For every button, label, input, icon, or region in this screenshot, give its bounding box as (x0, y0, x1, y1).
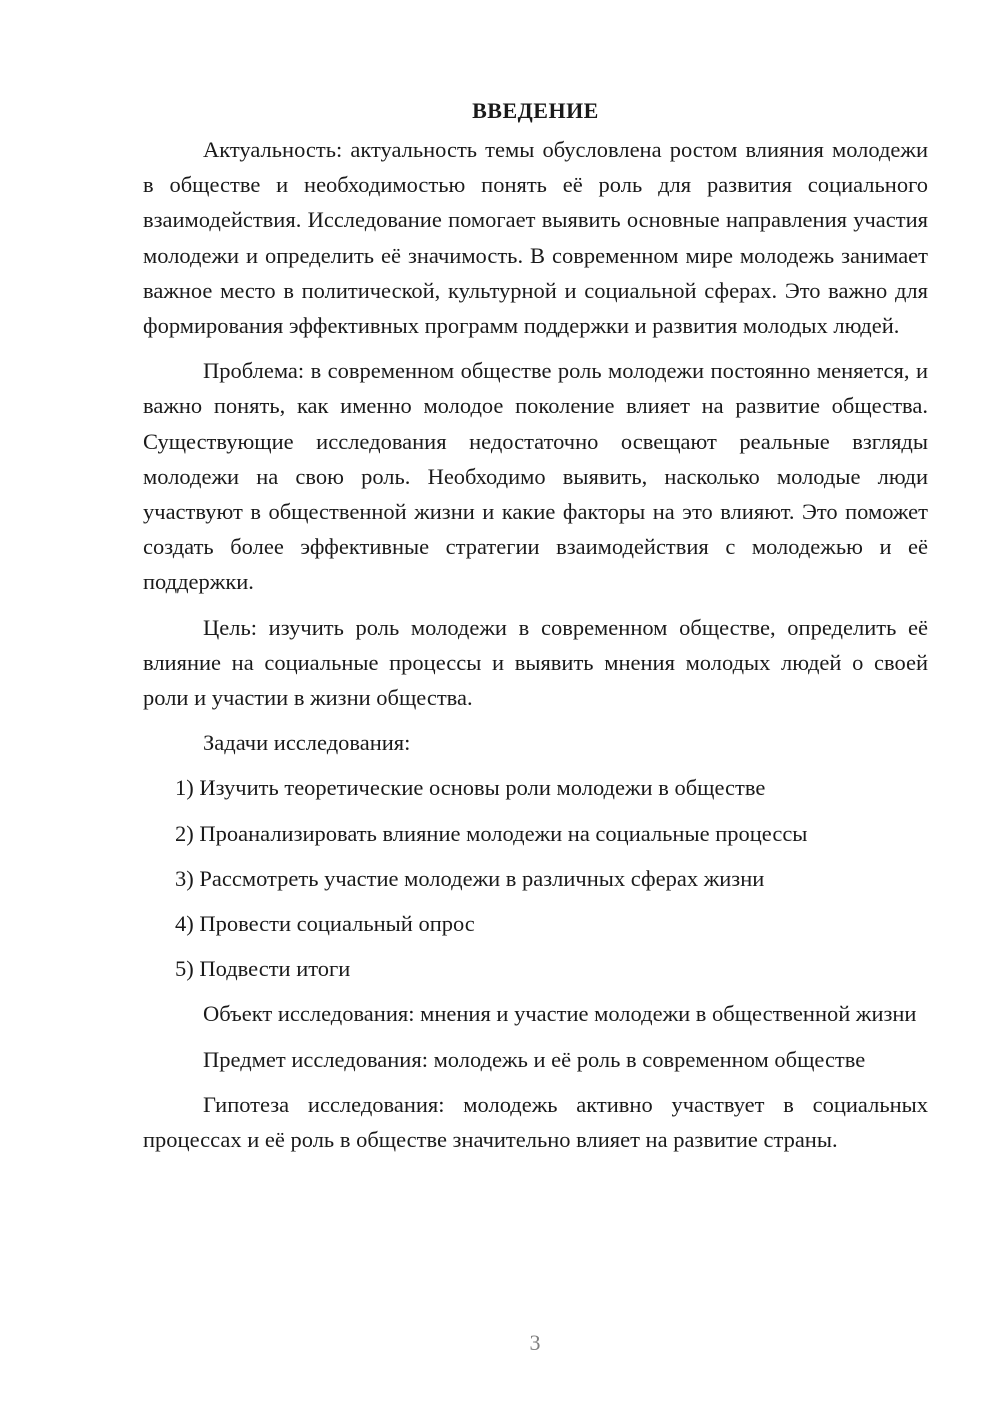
task-item: 3) Рассмотреть участие молодежи в различных сферах жизни (175, 865, 765, 891)
task-item: 2) Проанализировать влияние молодежи на социальные процессы (175, 820, 808, 846)
paragraph-hypothesis: Гипотеза исследования: молодежь активно участвует в социальных процессах и её роль в обществе значительно влияет на развитие страны. (143, 1091, 928, 1153)
page-content (143, 94, 928, 1167)
tasks-heading: Задачи исследования: (203, 730, 411, 756)
paragraph-goal: Цель: изучить роль молодежи в современном обществе, определить её влияние на социальные процессы и выявить мнения молодых людей о своей роли и участии в жизни общества. (143, 614, 928, 711)
paragraph-subject: Предмет исследования: молодежь и её роль в современном обществе (203, 1046, 866, 1072)
paragraph-relevance: Актуальность: актуальность темы обусловлена ростом влияния молодежи в обществе и необходимостью понять её роль для развития социального взаимодействия. Исследование помогает выявить основные направления участия молодежи и определить её значимость. В современном мире молодежь занимает важное место в политической, культурной и социальной сферах. Это важно для формирования эффективных программ поддержки и развития молодых людей. (143, 137, 928, 339)
paragraph-object: Объект исследования: мнения и участие молодежи в общественной жизни (203, 1001, 917, 1027)
paragraph-problem: Проблема: в современном обществе роль молодежи постоянно меняется, и важно понять, как именно молодое поколение влияет на развитие общества. Существующие исследования недостаточно освещают реальные взгляды молодежи на свою роль. Необходимо выявить, насколько молодые люди участвуют в общественной жизни и какие факторы на это влияют. Это поможет создать более эффективные стратегии взаимодействия с молодежью и её поддержки. (143, 358, 928, 595)
task-item: 4) Провести социальный опрос (175, 911, 475, 937)
page-number: 3 (529, 1330, 541, 1355)
task-item: 5) Подвести итоги (175, 956, 351, 982)
section-title: ВВЕДЕНИЕ (472, 98, 599, 123)
task-item: 1) Изучить теоретические основы роли молодежи в обществе (175, 775, 766, 801)
